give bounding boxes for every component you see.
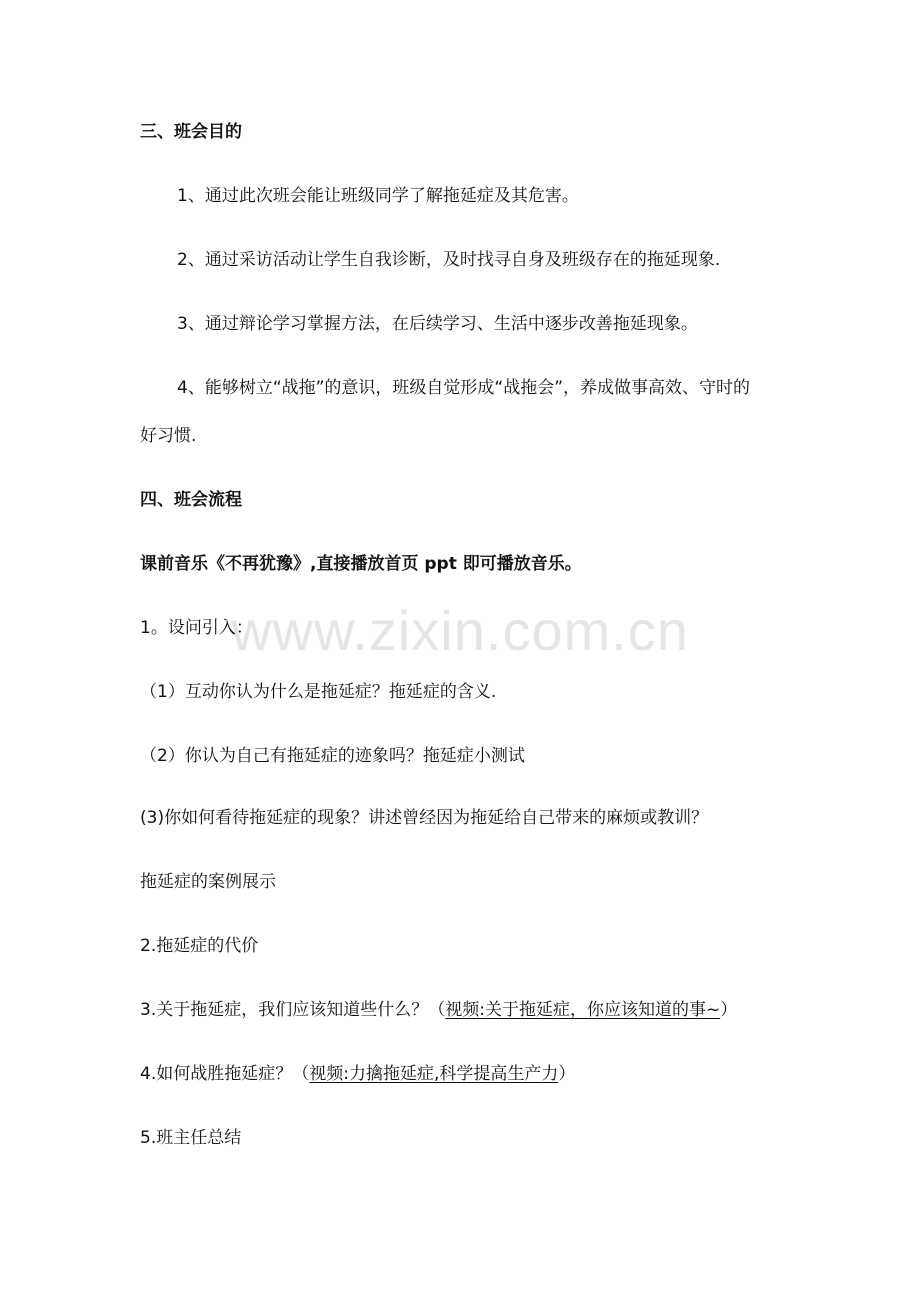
- step-2: 2.拖延症的代价: [140, 936, 259, 956]
- step-3: [140, 998, 737, 1022]
- goal-item-3: 3、通过辩论学习掌握方法，在后续学习、生活中逐步改善拖延现象。: [177, 314, 698, 334]
- step-4-close: ）: [558, 1064, 576, 1084]
- section3-heading: 三、班会目的: [140, 122, 242, 142]
- step-3-close: ）: [720, 1000, 738, 1020]
- video-link-1[interactable]: 视频:关于拖延症，你应该知道的事~: [445, 1000, 721, 1020]
- step-1: 1。设问引入：: [140, 618, 253, 638]
- watermark: www.zixin.com.cn: [231, 599, 689, 662]
- goal-item-4-continuation: 好习惯.: [140, 426, 197, 446]
- case-display: 拖延症的案例展示: [140, 872, 276, 892]
- music-note: 课前音乐《不再犹豫》,直接播放首页 ppt 即可播放音乐。: [140, 554, 582, 574]
- video-link-2[interactable]: 视频:力擒拖延症,科学提高生产力: [309, 1064, 559, 1084]
- step-3-text: 3.关于拖延症，我们应该知道些什么？（: [140, 1000, 446, 1020]
- goal-item-2: 2、通过采访活动让学生自我诊断，及时找寻自身及班级存在的拖延现象.: [177, 250, 721, 270]
- substep-3: (3)你如何看待拖延症的现象？讲述曾经因为拖延给自己带来的麻烦或教训？: [140, 808, 709, 828]
- section4-heading: 四、班会流程: [140, 490, 242, 510]
- substep-2: （2）你认为自己有拖延症的迹象吗？拖延症小测试: [140, 746, 525, 766]
- goal-item-4: 4、能够树立“战拖”的意识，班级自觉形成“战拖会”，养成做事高效、守时的: [177, 378, 751, 398]
- step-5: 5.班主任总结: [140, 1128, 242, 1148]
- goal-item-1: 1、通过此次班会能让班级同学了解拖延症及其危害。: [177, 186, 579, 206]
- step-4-text: 4.如何战胜拖延症？（: [140, 1064, 310, 1084]
- substep-1: （1）互动你认为什么是拖延症？拖延症的含义.: [140, 682, 497, 702]
- step-4: [140, 1062, 575, 1086]
